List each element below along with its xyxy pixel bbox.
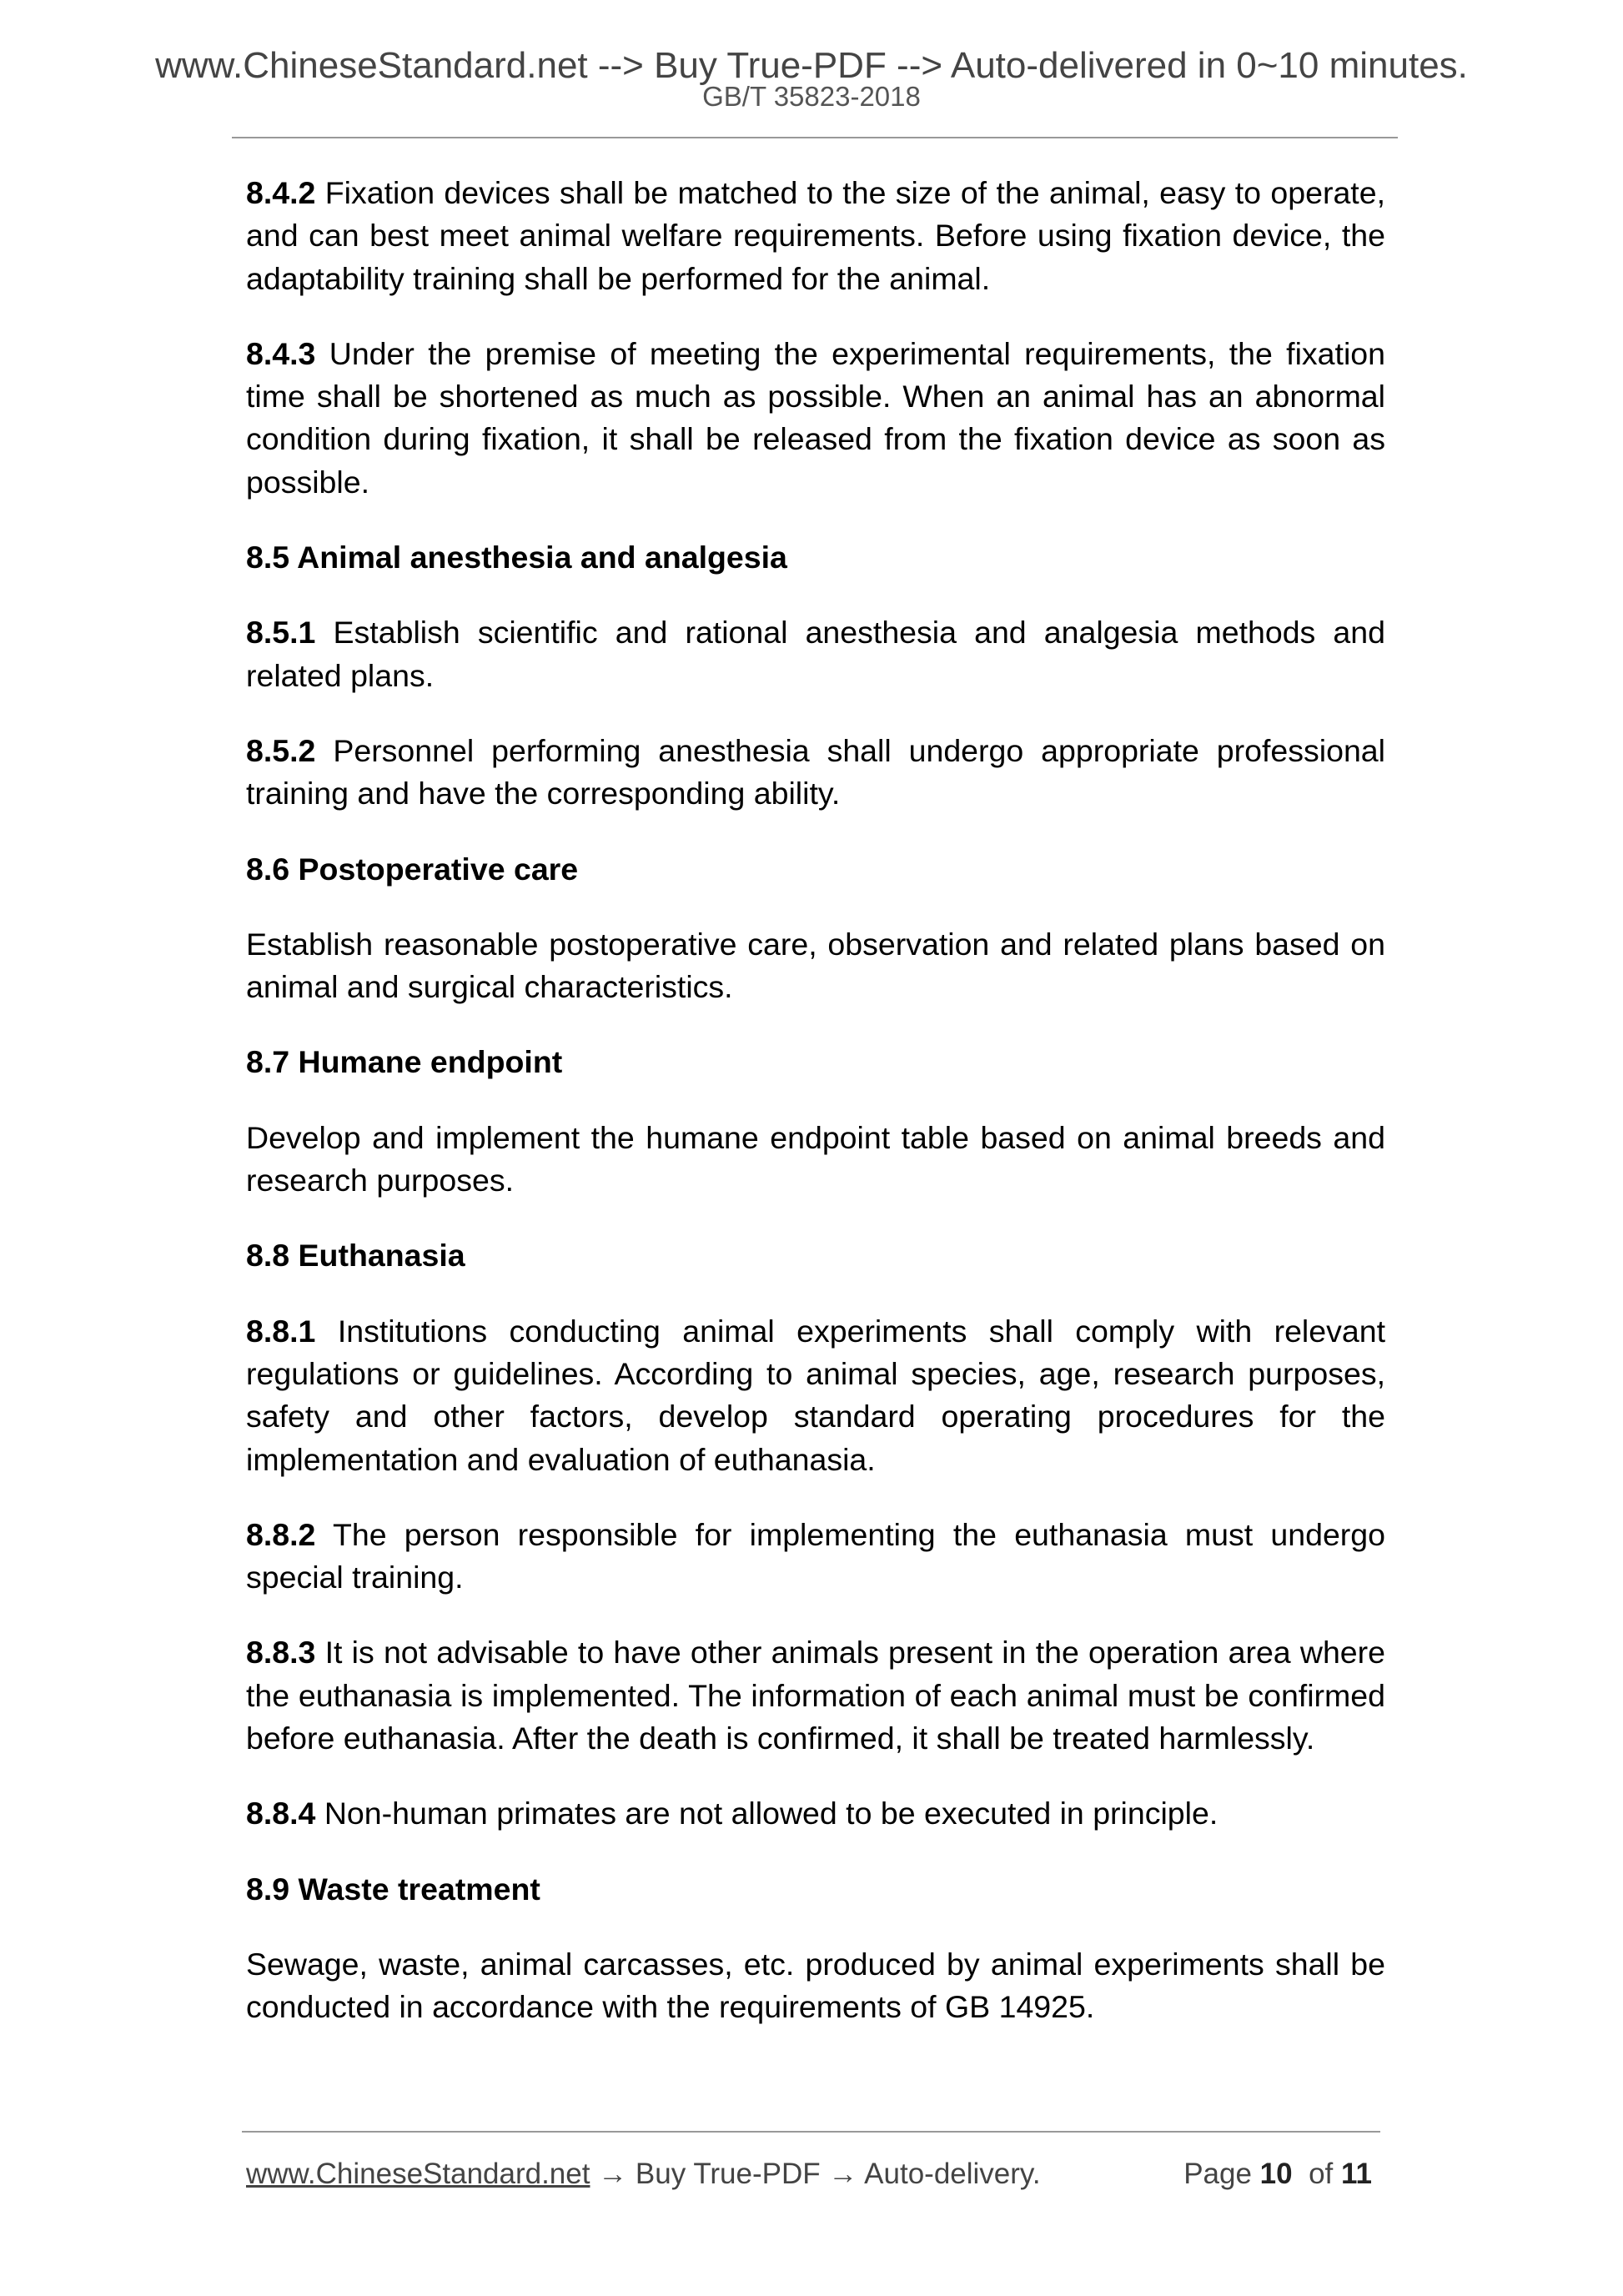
clause-8-6-text: Establish reasonable postoperative care, observation and related plans based on animal and surgical characteristics. — [246, 926, 1385, 1005]
of-word: of — [1309, 2158, 1334, 2190]
standard-code: GB/T 35823-2018 — [702, 81, 921, 112]
clause-number: 8.8.2 — [246, 1516, 316, 1552]
document-body — [246, 172, 1385, 2029]
clause-8-8-3 — [246, 1631, 1385, 1760]
section-heading-8-8: 8.8 Euthanasia — [246, 1238, 465, 1274]
clause-text: Institutions conducting animal experiments shall comply with relevant regulations or guidelines. According to animal species, age, research purposes, safety and other factors, develop standard operating procedures for the implementation and evaluation of euthanasia. — [246, 1313, 1385, 1477]
clause-text: It is not advisable to have other animals present in the operation area where the euthanasia is implemented. The information of each animal must be confirmed before euthanasia. After the death is confirmed, it shall be treated harmlessly. — [246, 1635, 1386, 1756]
clause-8-8-1 — [246, 1310, 1385, 1481]
clause-text: The person responsible for implementing the euthanasia must undergo special training. — [246, 1516, 1386, 1595]
footer-links — [246, 2153, 1041, 2195]
section-heading-8-7: 8.7 Humane endpoint — [246, 1044, 563, 1080]
total-pages: 11 — [1341, 2158, 1372, 2190]
page-indicator — [1183, 2153, 1372, 2195]
footer-tagline: → Buy True-PDF → Auto-delivery. — [590, 2158, 1041, 2190]
clause-number: 8.5.2 — [246, 732, 316, 768]
clause-number: 8.8.4 — [246, 1796, 316, 1831]
clause-text: Fixation devices shall be matched to the size of the animal, easy to operate, and can best meet animal welfare requirements. Before using fixation device, the adaptability training shall be performed for the animal. — [246, 175, 1385, 296]
clause-8-5-1 — [246, 611, 1385, 697]
section-heading-8-6: 8.6 Postoperative care — [246, 851, 579, 887]
clause-number: 8.8.3 — [246, 1635, 316, 1671]
page-footer — [246, 2153, 1372, 2195]
top-banner: www.ChineseStandard.net --> Buy True-PDF --> Auto-delivered in 0~10 minutes. — [155, 45, 1468, 86]
page-word: Page — [1183, 2158, 1252, 2190]
clause-text: Personnel performing anesthesia shall undergo appropriate professional training and have the corresponding ability. — [246, 732, 1385, 811]
clause-8-8-4 — [246, 1792, 1385, 1835]
clause-8-8-2 — [246, 1514, 1385, 1600]
clause-8-4-3 — [246, 333, 1385, 504]
footer-site-link[interactable]: www.ChineseStandard.net — [246, 2158, 590, 2190]
section-heading-8-9: 8.9 Waste treatment — [246, 1871, 540, 1907]
clause-8-9-text: Sewage, waste, animal carcasses, etc. produced by animal experiments shall be conducted in accordance with the requirements of GB 14925. — [246, 1946, 1385, 2025]
clause-number: 8.8.1 — [246, 1313, 316, 1349]
clause-number: 8.4.3 — [246, 335, 316, 371]
header-divider — [232, 137, 1398, 138]
clause-8-7-text: Develop and implement the humane endpoint table based on animal breeds and research purposes. — [246, 1119, 1385, 1198]
clause-text: Establish scientific and rational anesthesia and analgesia methods and related plans. — [246, 615, 1385, 693]
clause-text: Under the premise of meeting the experimental requirements, the fixation time shall be shortened as much as possible. When an animal has an abnormal condition during fixation, it shall be released from the fixation device as soon as possible. — [246, 335, 1385, 500]
clause-number: 8.4.2 — [246, 175, 316, 210]
page-number: 10 — [1259, 2158, 1293, 2190]
clause-8-5-2 — [246, 730, 1385, 816]
footer-divider — [242, 2131, 1380, 2133]
clause-number: 8.5.1 — [246, 615, 316, 651]
clause-8-4-2 — [246, 172, 1385, 300]
clause-text: Non-human primates are not allowed to be executed in principle. — [324, 1796, 1219, 1831]
section-heading-8-5: 8.5 Animal anesthesia and analgesia — [246, 540, 787, 575]
